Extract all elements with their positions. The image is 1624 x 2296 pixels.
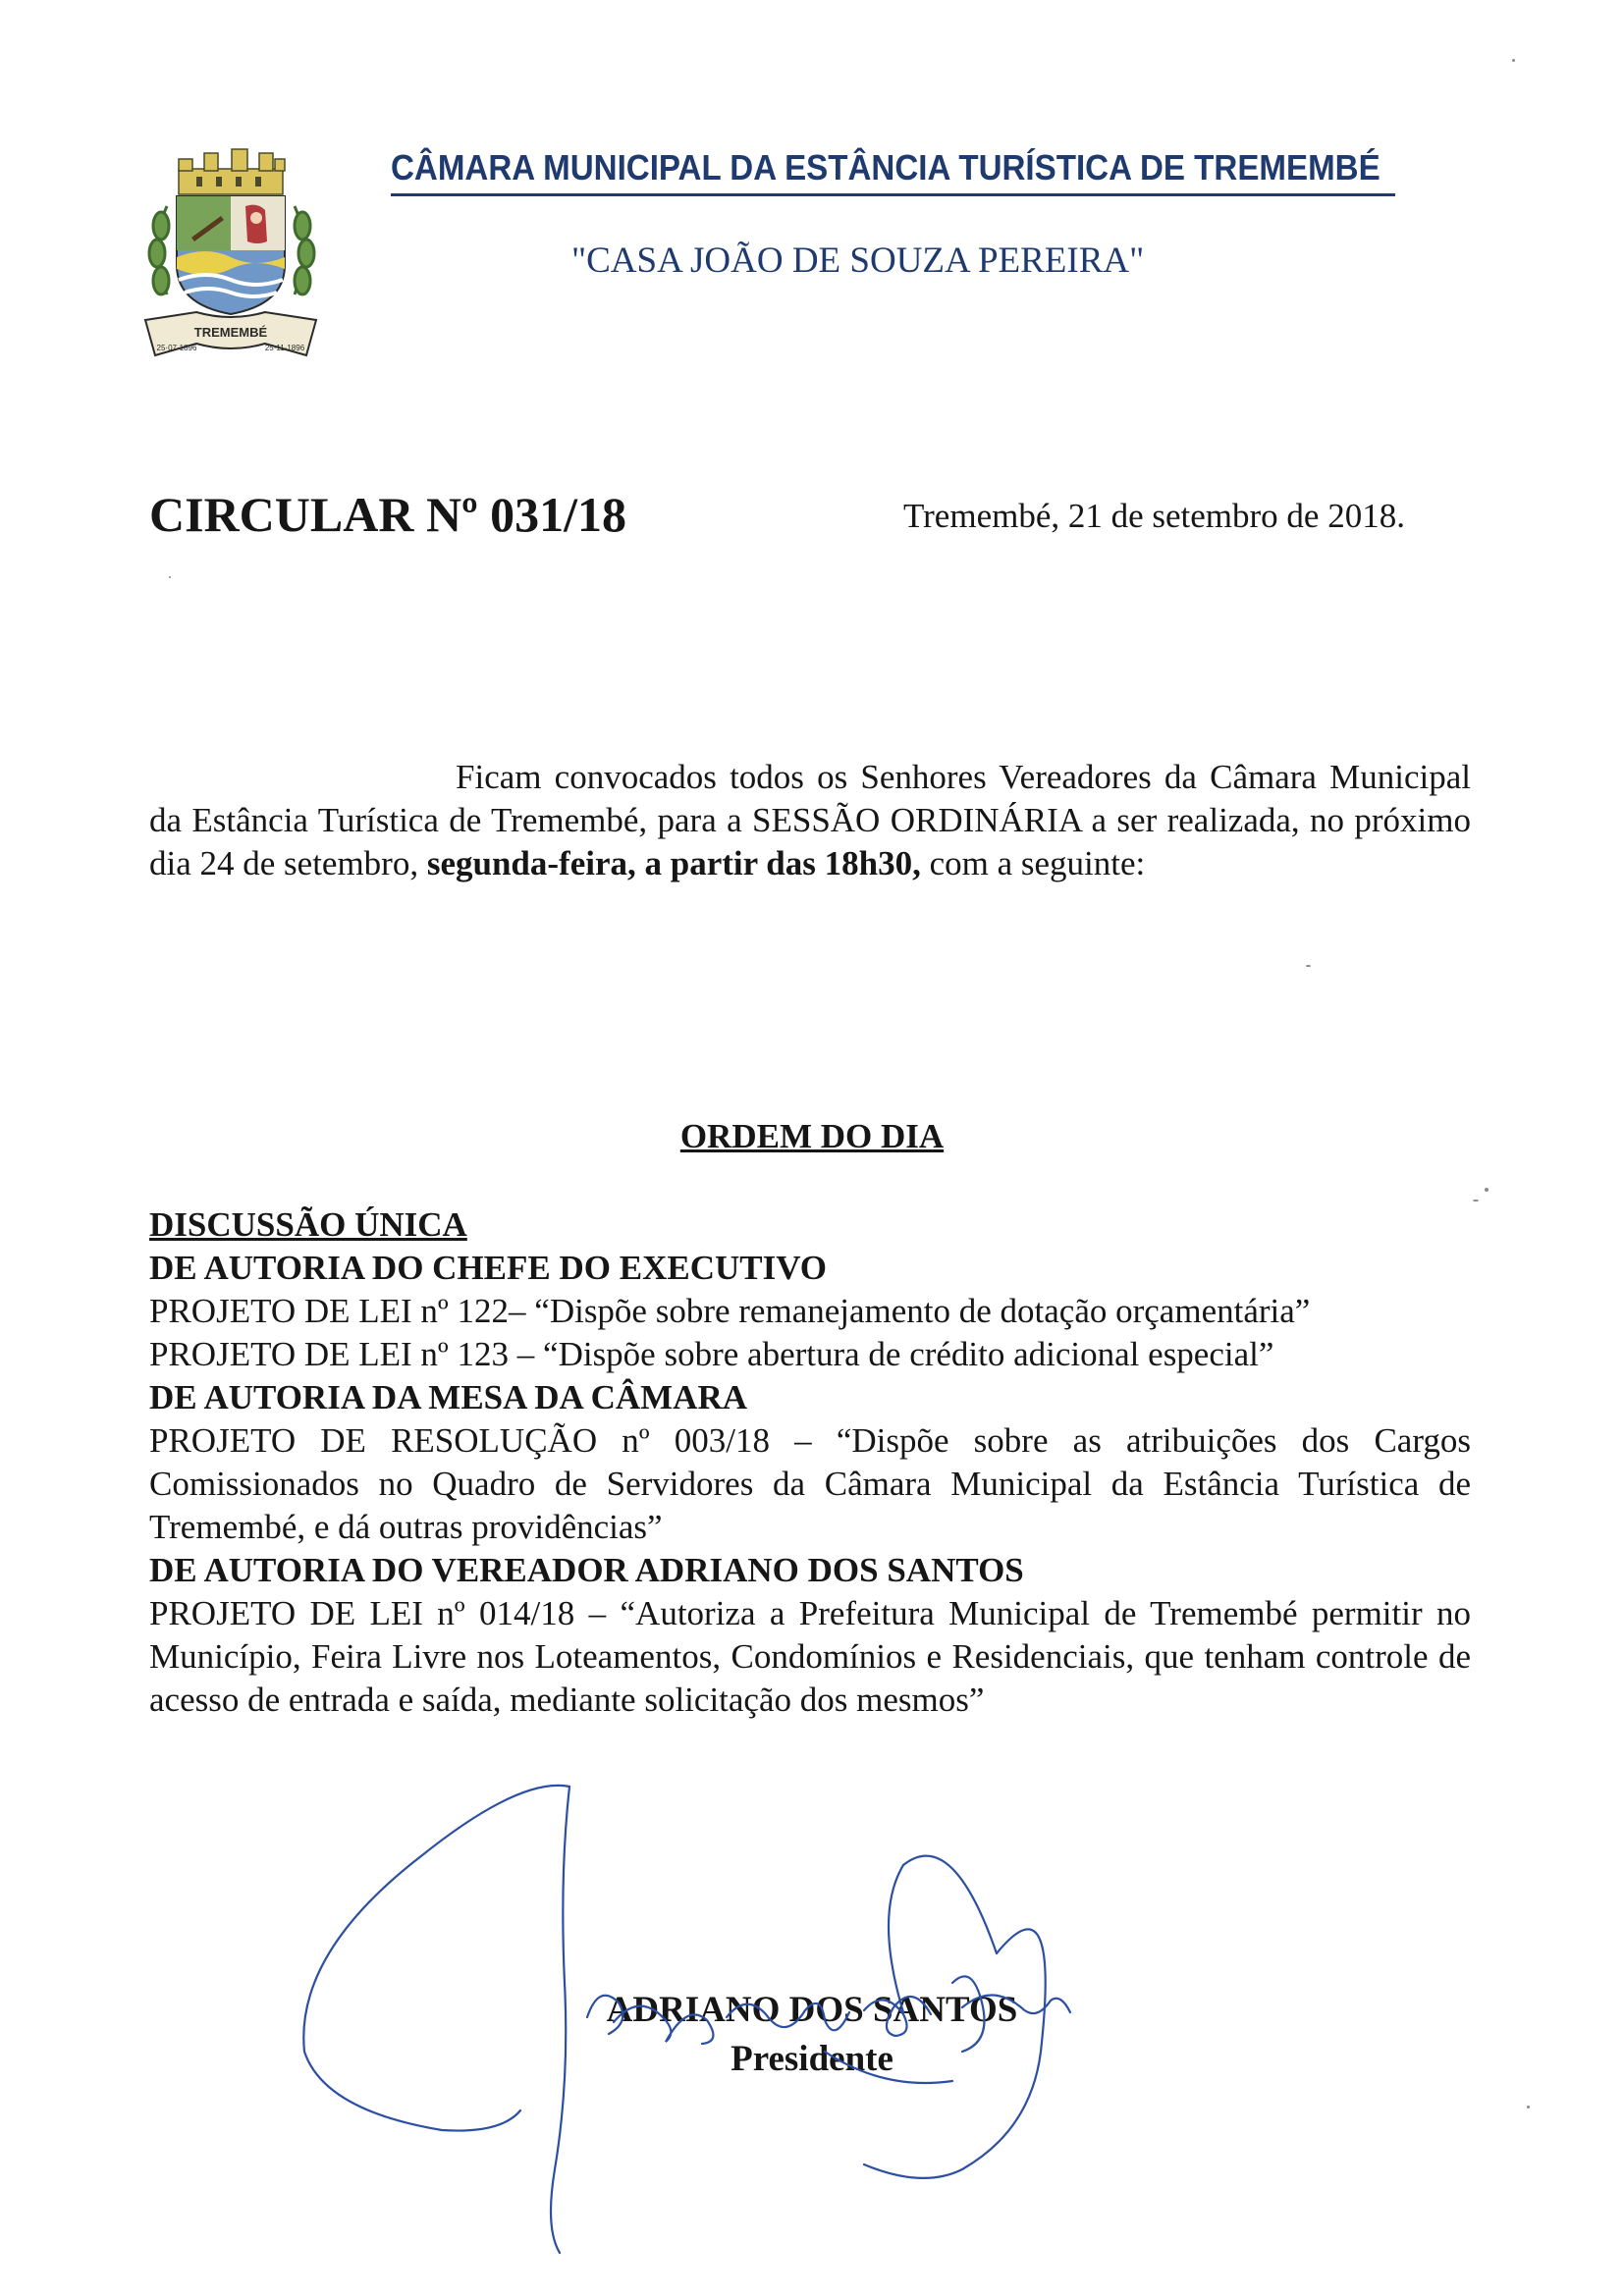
agenda-item-pl-122: PROJETO DE LEI nº 122– “Dispõe sobre remanejamento de dotação orçamentária” (149, 1292, 1311, 1330)
agenda-item-pl-123: PROJETO DE LEI nº 123 – “Dispõe sobre abertura de crédito adicional especial” (149, 1335, 1274, 1373)
emblem-date-left: 25·07·1896 (156, 344, 197, 352)
intro-text-part2: com a seguinte: (920, 844, 1146, 882)
scan-speck (1306, 965, 1311, 967)
intro-paragraph (149, 756, 1471, 885)
document-date: Tremembé, 21 de setembro de 2018. (903, 497, 1405, 535)
scan-speck (1485, 1188, 1489, 1192)
scan-speck (1527, 2106, 1530, 2109)
agenda-item-pl-014: PROJETO DE LEI nº 014/18 – “Autoriza a Prefeitura Municipal de Tremembé permitir no Município, Feira Livre nos Loteamentos, Condomínios e Residenciais, que tenham controle de acesso de entrada e saída, mediante solicitação dos mesmos” (149, 1594, 1471, 1719)
agenda-section-heading: DISCUSSÃO ÚNICA (149, 1205, 467, 1244)
signer-name: ADRIANO DOS SANTOS (606, 1990, 1018, 2030)
agenda-item-resolution-003: PROJETO DE RESOLUÇÃO nº 003/18 – “Dispõe sobre as atribuições dos Cargos Comissionados no Quadro de Servidores da Câmara Municipal da Estância Turística de Tremembé, e dá outras providências” (149, 1421, 1471, 1546)
institution-title: CÂMARA MUNICIPAL DA ESTÂNCIA TURÍSTICA DE TREMEMBÉ (391, 147, 1380, 187)
agenda-title: ORDEM DO DIA (679, 1117, 945, 1155)
agenda-body (149, 1203, 1471, 1722)
signer-role: Presidente (731, 2039, 893, 2079)
author-executive-heading: DE AUTORIA DO CHEFE DO EXECUTIVO (149, 1249, 828, 1287)
author-vereador-heading: DE AUTORIA DO VEREADOR ADRIANO DOS SANTOS (149, 1551, 1024, 1589)
circular-number: CIRCULAR Nº 031/18 (149, 487, 626, 542)
intro-text-bold: segunda-feira, a partir das 18h30, (426, 844, 921, 882)
institution-subtitle: "CASA JOÃO DE SOUZA PEREIRA" (571, 240, 1145, 281)
intro-text-part1: Ficam convocados todos os Senhores Vereadores da Câmara Municipal da Estância Turística de Tremembé, para a SESSÃO ORDINÁRIA a ser realizada, no próximo dia 24 de setembro, (149, 758, 1471, 882)
emblem-banner-text: TREMEMBÉ (193, 325, 268, 340)
scan-speck (1473, 1200, 1479, 1201)
author-mesa-heading: DE AUTORIA DA MESA DA CÂMARA (149, 1378, 748, 1416)
emblem-date-right: 25·11·1896 (264, 344, 305, 352)
title-underline (391, 193, 1395, 196)
scan-speck (1512, 59, 1515, 62)
scan-speck (169, 576, 171, 578)
municipal-coat-of-arms-icon (137, 147, 324, 368)
